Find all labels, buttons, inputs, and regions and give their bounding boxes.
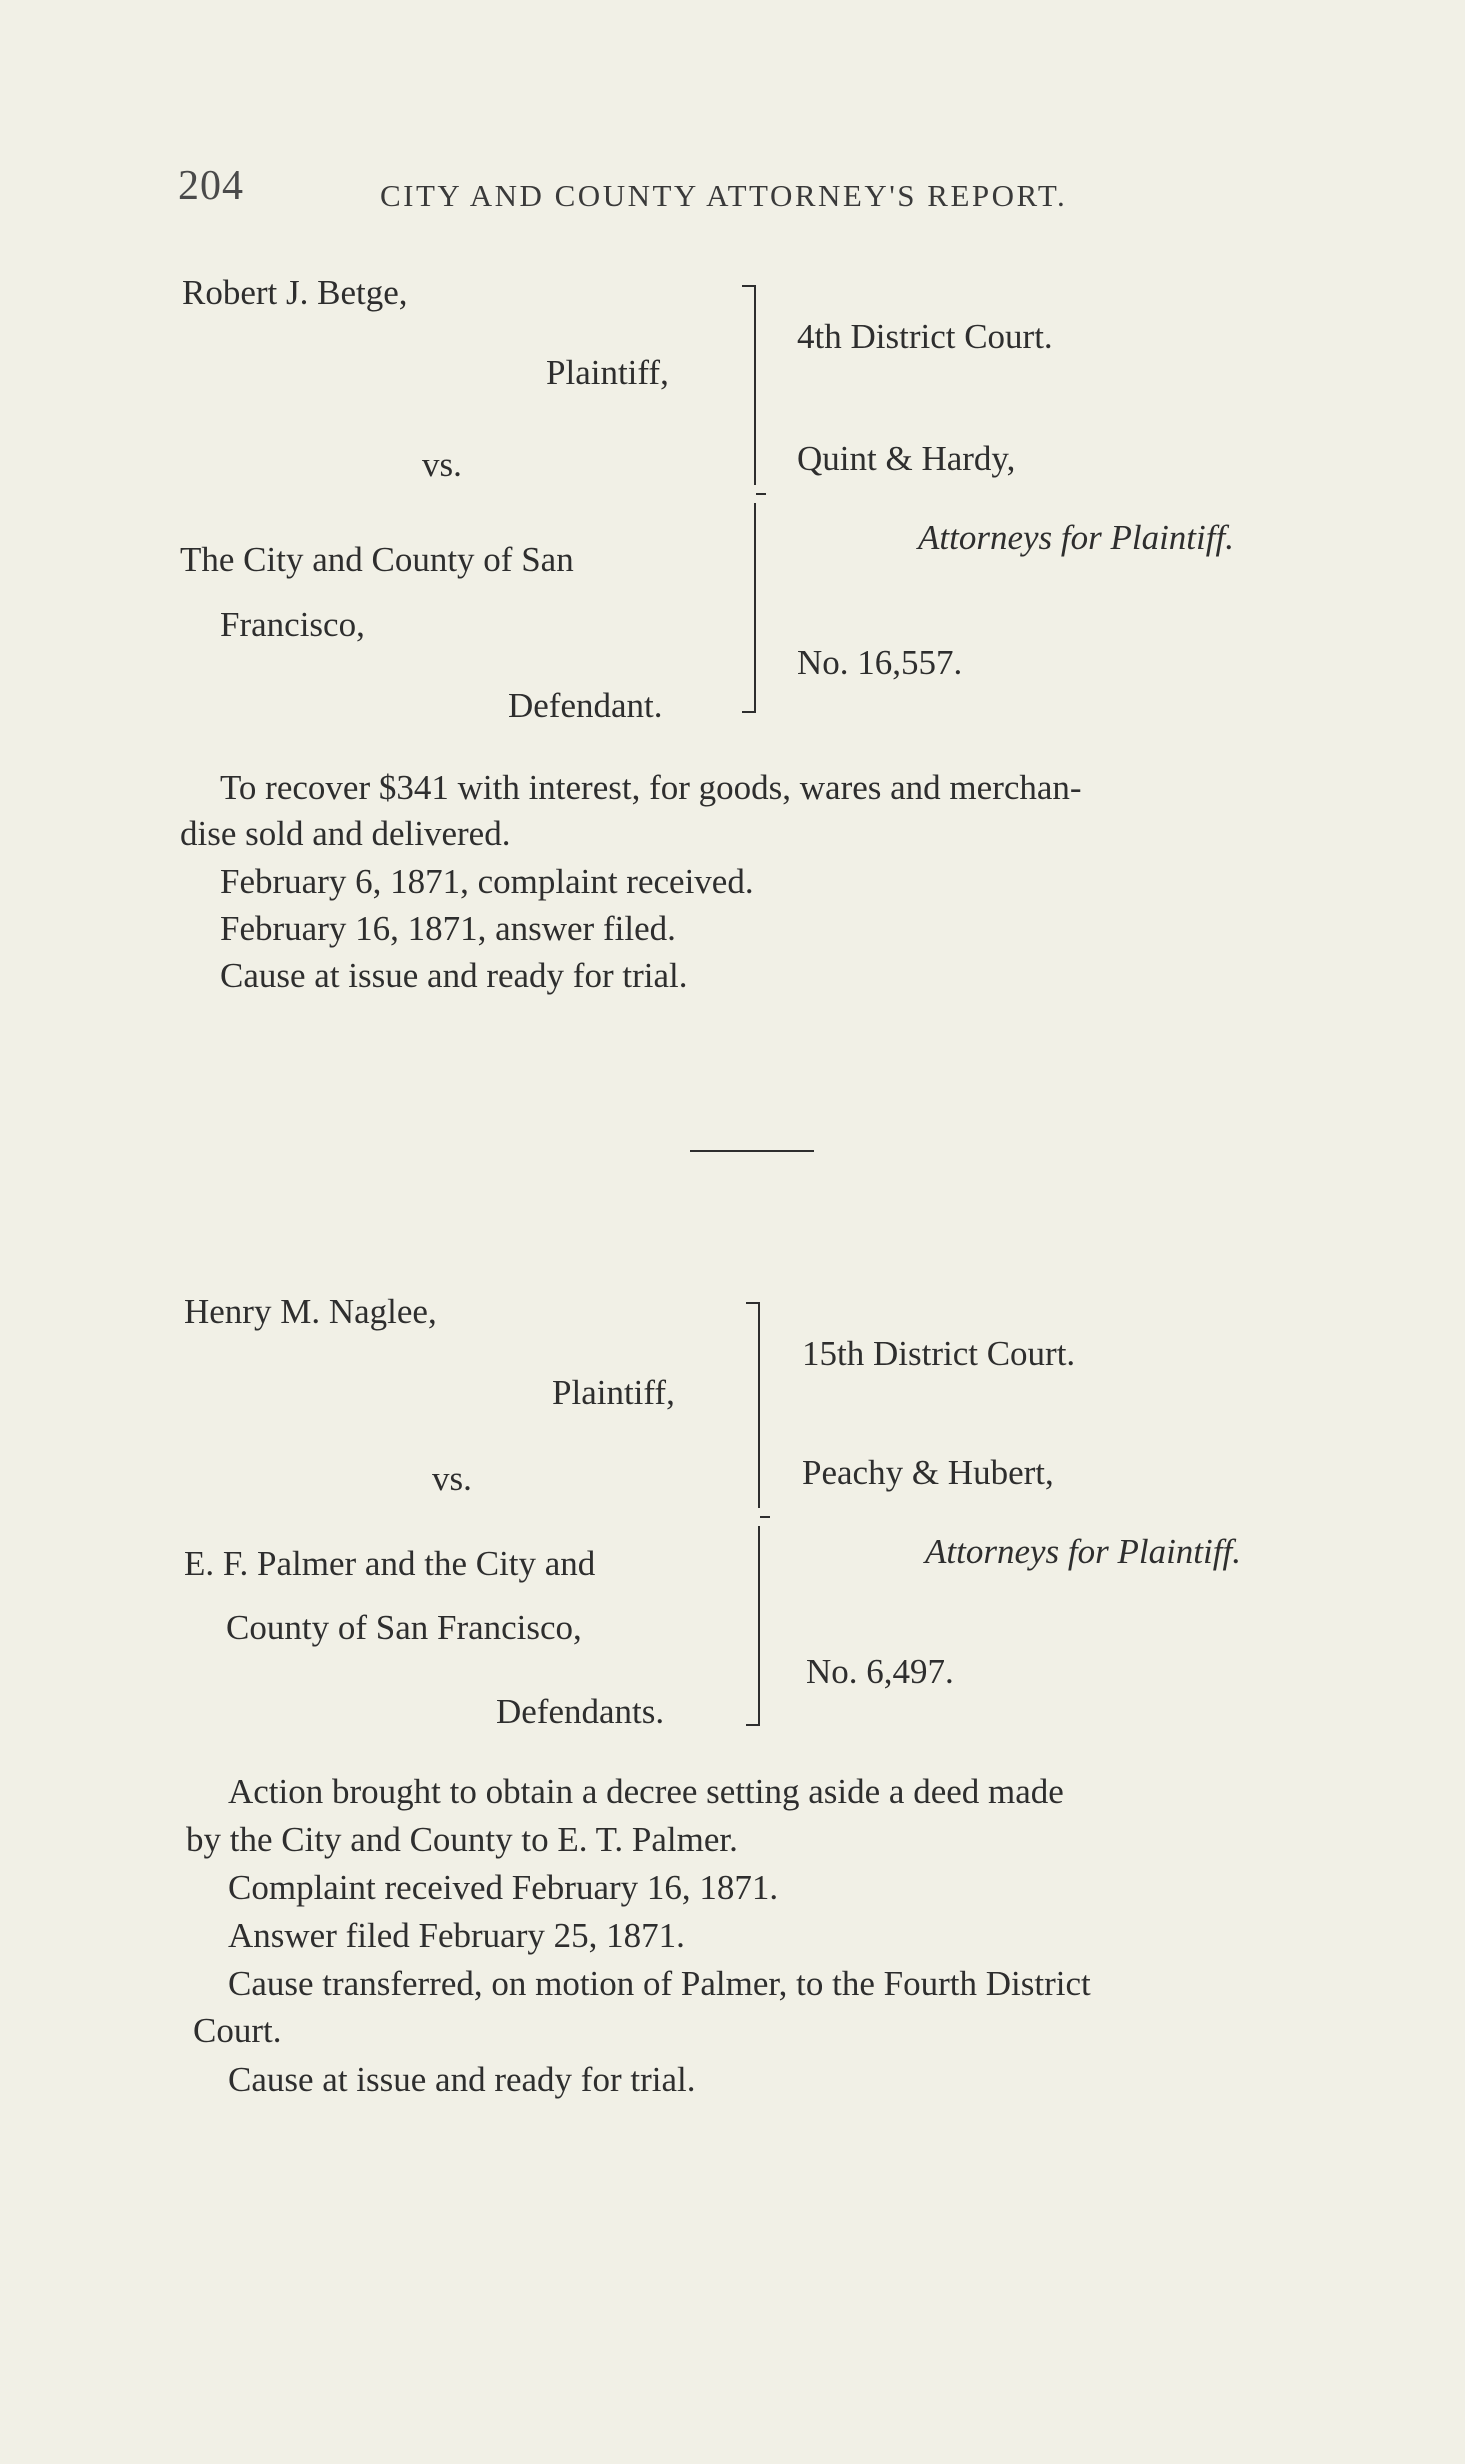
running-title: CITY AND COUNTY ATTORNEY'S REPORT. — [380, 178, 1068, 213]
case-2-versus: vs. — [432, 1459, 472, 1498]
case-2-body-line: Cause at issue and ready for trial. — [228, 2060, 696, 2099]
section-divider — [690, 1150, 814, 1152]
case-2-defendant-line2: County of San Francisco, — [226, 1608, 582, 1647]
case-1-attorneys-role: Attorneys for Plaintiff. — [918, 518, 1234, 557]
case-1-defendant-role: Defendant. — [508, 686, 663, 725]
case-1-body-line: Cause at issue and ready for trial. — [220, 956, 688, 995]
case-2-body-line: Complaint received February 16, 1871. — [228, 1868, 779, 1907]
case-2-body-line: Court. — [193, 2011, 282, 2050]
case-2-defendant-line1: E. F. Palmer and the City and — [184, 1544, 596, 1583]
case-2-defendant-role: Defendants. — [496, 1692, 665, 1731]
case-2-court: 15th District Court. — [802, 1334, 1076, 1373]
page-number: 204 — [178, 163, 244, 209]
case-1-plaintiff-role: Plaintiff, — [546, 353, 669, 392]
case-1-versus: vs. — [422, 445, 462, 484]
case-2-attorneys-role: Attorneys for Plaintiff. — [925, 1532, 1241, 1571]
case-1-body-line: To recover $341 with interest, for goods, wares and merchan- — [220, 768, 1082, 807]
case-1-plaintiff: Robert J. Betge, — [182, 273, 408, 312]
case-2-body-line: Answer filed February 25, 1871. — [228, 1916, 685, 1955]
case-2-body-line: Action brought to obtain a decree setting aside a deed made — [228, 1772, 1064, 1811]
case-1-court: 4th District Court. — [797, 317, 1053, 356]
case-2-body-line: by the City and County to E. T. Palmer. — [186, 1820, 738, 1859]
case-1-case-number: No. 16,557. — [797, 643, 963, 682]
case-2-plaintiff-role: Plaintiff, — [552, 1373, 675, 1412]
case-1-body-line: February 16, 1871, answer filed. — [220, 909, 676, 948]
case-2-plaintiff: Henry M. Naglee, — [184, 1292, 437, 1331]
case-1-attorneys: Quint & Hardy, — [797, 439, 1016, 478]
case-2-body-line: Cause transferred, on motion of Palmer, to the Fourth District — [228, 1964, 1091, 2003]
case-1-defendant-line1: The City and County of San — [180, 540, 574, 579]
case-1-body-line: February 6, 1871, complaint received. — [220, 862, 754, 901]
case-2-attorneys: Peachy & Hubert, — [802, 1453, 1054, 1492]
case-1-defendant-line2: Francisco, — [220, 605, 365, 644]
case-1-body-line: dise sold and delivered. — [180, 814, 511, 853]
case-2-case-number: No. 6,497. — [806, 1652, 954, 1691]
